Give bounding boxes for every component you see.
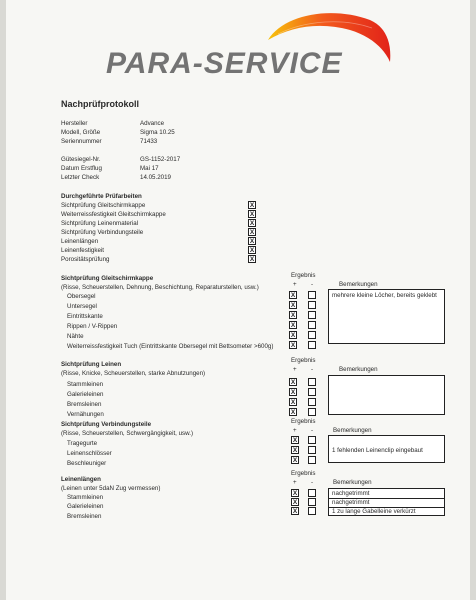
remark-text: nachgetrimmt [332, 499, 370, 506]
result-plus-checkbox[interactable]: X [292, 490, 298, 497]
inspection-item: Nähte [67, 333, 84, 340]
check-item: Sichtprüfung Leinenmaterial [61, 220, 139, 227]
check-item: Weiterreissfestigkeit Gleitschirmkappe [61, 211, 166, 218]
result-header: Ergebnis [291, 470, 316, 477]
result-minus-checkbox[interactable] [308, 291, 316, 299]
check-item: Sichtprüfung Verbindungsteile [61, 229, 144, 236]
label-seal-number: Gütesiegel-Nr. [61, 156, 101, 163]
value-manufacturer: Advance [140, 120, 165, 127]
result-header: Ergebnis [291, 418, 316, 425]
minus-header: - [311, 427, 314, 434]
result-minus-checkbox[interactable] [308, 436, 316, 444]
result-plus-checkbox[interactable]: X [290, 332, 296, 339]
result-plus-checkbox[interactable]: X [290, 389, 296, 396]
result-minus-checkbox[interactable] [308, 456, 316, 464]
document-page [6, 0, 470, 600]
inspection-item: Bremsleinen [67, 401, 102, 408]
plus-header: + [293, 366, 297, 373]
inspection-item: Stammleinen [67, 494, 104, 501]
inspection-item: Galerieleinen [67, 391, 104, 398]
inspection-item: Galerieleinen [67, 503, 104, 510]
result-minus-checkbox[interactable] [308, 341, 316, 349]
remarks-box[interactable] [328, 435, 445, 463]
label-manufacturer: Hersteller [61, 120, 88, 127]
inspection-item: Weiterreissfestigkeit Tuch (Eintrittskante Obersegel mit Bettsometer >600g) [67, 343, 274, 350]
value-last-check: 14.05.2019 [140, 174, 171, 181]
check-item: Porositätsprüfung [61, 256, 110, 263]
section-title: Sichtprüfung Gleitschirmkappe [61, 275, 154, 282]
check-item: Leinenlängen [61, 238, 99, 245]
label-model-size: Modell, Größe [61, 129, 101, 136]
value-model-size: Sigma 10.25 [140, 129, 175, 136]
result-minus-checkbox[interactable] [308, 331, 316, 339]
value-first-flight: Mai 17 [140, 165, 159, 172]
section-title: Sichtprüfung Leinen [61, 361, 122, 368]
check-item-checkbox[interactable]: X [249, 229, 255, 236]
result-minus-checkbox[interactable] [308, 301, 316, 309]
inspection-item: Obersegel [67, 293, 96, 300]
section-subtitle: (Leinen unter 5daN Zug vermessen) [61, 485, 161, 492]
remark-text: 1 fehlenden Leinenclip eingebaut [332, 447, 423, 454]
check-item: Leinenfestigkeit [61, 247, 104, 254]
result-plus-checkbox[interactable]: X [292, 508, 298, 515]
result-minus-checkbox[interactable] [308, 321, 316, 329]
checks-title: Durchgeführte Prüfarbeiten [61, 193, 142, 200]
remark-text: mehrere kleine Löcher, bereits geklebt [332, 292, 437, 299]
plus-header: + [293, 281, 297, 288]
result-plus-checkbox[interactable]: X [290, 312, 296, 319]
check-item-checkbox[interactable]: X [249, 202, 255, 209]
inspection-item: Tragegurte [67, 440, 98, 447]
remark-text: 1 zu lange Gabelleine verkürzt [332, 508, 416, 515]
minus-header: - [311, 281, 314, 288]
result-plus-checkbox[interactable]: X [292, 447, 298, 454]
section-title: Sichtprüfung Verbindungsteile [61, 421, 152, 428]
remarks-box[interactable] [328, 289, 445, 344]
label-last-check: Letzter Check [61, 174, 100, 181]
result-header: Ergebnis [291, 357, 316, 364]
result-minus-checkbox[interactable] [308, 408, 316, 416]
section-subtitle: (Risse, Scheuerstellen, Schwergängigkeit, usw.) [61, 430, 194, 437]
remarks-header: Bemerkungen [339, 281, 378, 288]
result-plus-checkbox[interactable]: X [290, 302, 296, 309]
section-subtitle: (Risse, Scheuerstellen, Dehnung, Beschichtung, Reparaturstellen, usw.) [61, 284, 259, 291]
value-serial-number: 71433 [140, 138, 158, 145]
remarks-header: Bemerkungen [333, 479, 372, 486]
inspection-item: Leinenschlösser [67, 450, 112, 457]
result-minus-checkbox[interactable] [308, 446, 316, 454]
check-item-checkbox[interactable]: X [249, 247, 255, 254]
result-minus-checkbox[interactable] [308, 378, 316, 386]
minus-header: - [311, 479, 314, 486]
inspection-item: Beschleuniger [67, 460, 107, 467]
inspection-item: Untersegel [67, 303, 97, 310]
result-plus-checkbox[interactable]: X [290, 292, 296, 299]
remark-text: nachgetrimmt [332, 490, 370, 497]
inspection-item: Eintrittskante [67, 313, 103, 320]
remarks-box[interactable] [328, 488, 445, 516]
remarks-header: Bemerkungen [339, 366, 378, 373]
result-plus-checkbox[interactable]: X [290, 322, 296, 329]
logo-text: PARA-SERVICE [106, 47, 343, 80]
result-minus-checkbox[interactable] [308, 388, 316, 396]
remarks-box[interactable] [328, 375, 445, 415]
plus-header: + [293, 479, 297, 486]
inspection-item: Stammleinen [67, 381, 104, 388]
check-item-checkbox[interactable]: X [249, 238, 255, 245]
result-plus-checkbox[interactable]: X [292, 437, 298, 444]
result-plus-checkbox[interactable]: X [292, 457, 298, 464]
minus-header: - [311, 366, 314, 373]
result-minus-checkbox[interactable] [308, 489, 316, 497]
result-plus-checkbox[interactable]: X [290, 409, 296, 416]
result-minus-checkbox[interactable] [308, 507, 316, 515]
check-item: Sichtprüfung Gleitschirmkappe [61, 202, 146, 209]
check-item-checkbox[interactable]: X [249, 220, 255, 227]
result-plus-checkbox[interactable]: X [290, 342, 296, 349]
inspection-item: Vernähungen [67, 411, 104, 418]
inspection-item: Rippen / V-Rippen [67, 323, 118, 330]
section-title: Leinenlängen [61, 476, 101, 483]
result-minus-checkbox[interactable] [308, 498, 316, 506]
plus-header: + [293, 427, 297, 434]
result-minus-checkbox[interactable] [308, 398, 316, 406]
result-plus-checkbox[interactable]: X [292, 499, 298, 506]
section-subtitle: (Risse, Knicke, Scheuerstellen, starke Abnutzungen) [61, 370, 206, 377]
document-title: Nachprüfprotokoll [61, 99, 139, 109]
result-plus-checkbox[interactable]: X [290, 399, 296, 406]
check-item-checkbox[interactable]: X [249, 211, 255, 218]
inspection-item: Bremsleinen [67, 513, 102, 520]
check-item-checkbox[interactable]: X [249, 256, 255, 263]
label-serial-number: Seriennummer [61, 138, 102, 145]
result-header: Ergebnis [291, 272, 316, 279]
remarks-header: Bemerkungen [333, 427, 372, 434]
result-minus-checkbox[interactable] [308, 311, 316, 319]
value-seal-number: GS-1152-2017 [140, 156, 181, 163]
result-plus-checkbox[interactable]: X [290, 379, 296, 386]
label-first-flight: Datum Erstflug [61, 165, 102, 172]
